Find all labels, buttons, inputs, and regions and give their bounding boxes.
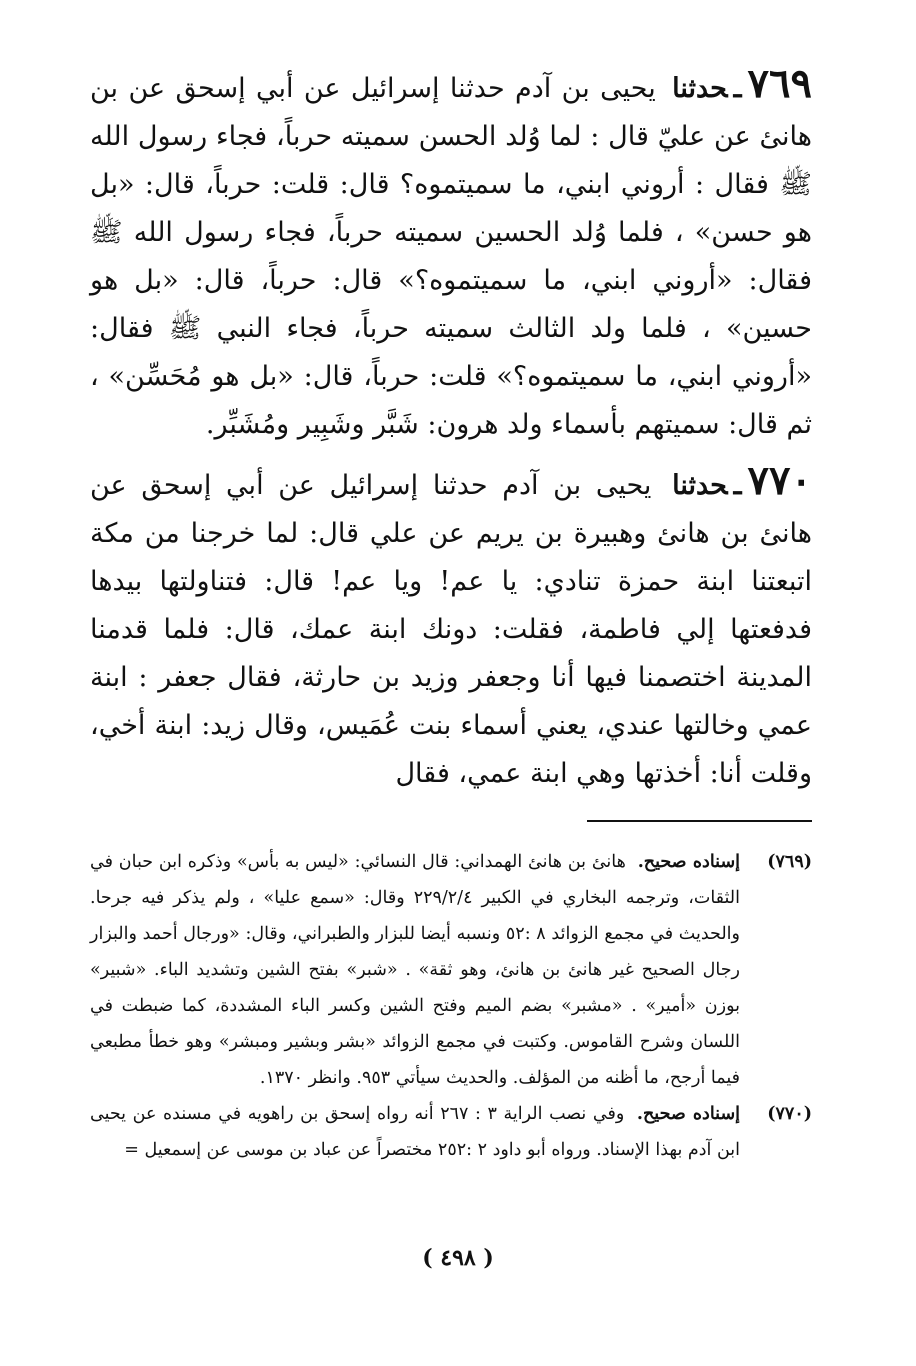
footnote-lead: إسناده صحيح. [636, 1104, 740, 1124]
page-body [90, 60, 812, 1310]
footnote-770 [90, 1096, 812, 1168]
hadith-text: يحيى بن آدم حدثنا إسرائيل عن أبي إسحق عن هانئ بن هانئ وهبيرة بن يريم عن علي قال: لما خرجنا من مكة اتبعتنا ابنة حمزة تنادي: يا عم! ويا عم! قال: فتناولتها بيدها فدفعتها إلي فاطمة، فقلت: دونك ابنة عمك، قال: فلما قدمنا المدينة اختصمنا فيها أنا وجعفر وزيد بن حارثة، فقال جعفر : ابنة عمي وخالتها عندي، يعني أسماء بنت عُمَيس، وقال زيد: ابنة أخي، وقلت أنا: أخذتها وهي ابنة عمي، فقال [90, 470, 812, 789]
footnote-number: (٧٦٩) [767, 852, 812, 872]
page-number: ( ٤٩٨ ) [422, 1245, 494, 1271]
hadith-dash: ـ [733, 73, 742, 104]
hadith-dash: ـ [733, 470, 742, 501]
hadith-text: يحيى بن آدم حدثنا إسرائيل عن أبي إسحق عن بن هانئ عن عليّ قال : لما وُلد الحسن سميته حرباً، فجاء رسول الله ﷺ فقال : أروني ابني، ما سميتموه؟ قال: قلت: حرباً، قال: «بل هو حسن» ، فلما وُلد الحسين سميته حرباً، فجاء رسول الله ﷺ فقال: «أروني ابني، ما سميتموه؟» قال: حرباً، قال: «بل هو حسين» ، فلما ولد الثالث سميته حرباً، فجاء النبي ﷺ فقال: «أروني ابني، ما سميتموه؟» قلت: حرباً، قال: «بل هو مُحَسِّن» ، ثم قال: سميتهم بأسماء ولد هرون: شَبَّر وشَبِير ومُشَبِّر. [90, 73, 812, 440]
footnote-lead: إسناده صحيح. [637, 852, 740, 872]
hadith-number: ٧٦٩ [747, 60, 812, 107]
footnote-text: وفي نصب الراية ٣ : ٢٦٧ أنه رواه إسحق بن راهويه في مسنده عن يحيى ابن آدم بهذا الإسناد. ورواه أبو داود ٢ :٢٥٢ مختصراً عن عباد بن موسى عن إسمعيل = [90, 1104, 740, 1160]
hadith-769 [90, 60, 812, 449]
hadith-heading: حدثنا [672, 73, 728, 104]
hadith-number: ٧٧٠ [747, 457, 812, 504]
footnote-769 [90, 844, 812, 1096]
hadith-heading: حدثنا [672, 470, 728, 501]
footnote-separator [587, 820, 812, 822]
footnote-number: (٧٧٠) [767, 1104, 812, 1124]
footnote-separator-wrap [90, 820, 812, 822]
hadith-770 [90, 457, 812, 798]
footnote-text: هانئ بن هانئ الهمداني: قال النسائي: «ليس به بأس» وذكره ابن حبان في الثقات، وترجمه البخاري في الكبير ٢٢٩/٢/٤ وقال: «سمع عليا» ، ولم يذكر فيه جرحا. والحديث في مجمع الزوائد ٨ :٥٢ ونسبه أيضا للبزار والطبراني، وقال: «ورجال أحمد والبزار رجال الصحيح غير هانئ بن هانئ، وهو ثقة» . «شبر» بفتح الشين وتشديد الباء. «شبير» بوزن «أمير» . «مشبر» بضم الميم وفتح الشين وكسر الباء المشددة، كما ضبطت في اللسان وشرح القاموس. وكتبت في مجمع الزوائد «بشر وبشير ومبشر» وهو خطأ مطبعي فيما أرجح، ما أظنه من المؤلف. والحديث سيأتي ٩٥٣. وانظر ١٣٧٠. [90, 852, 740, 1088]
